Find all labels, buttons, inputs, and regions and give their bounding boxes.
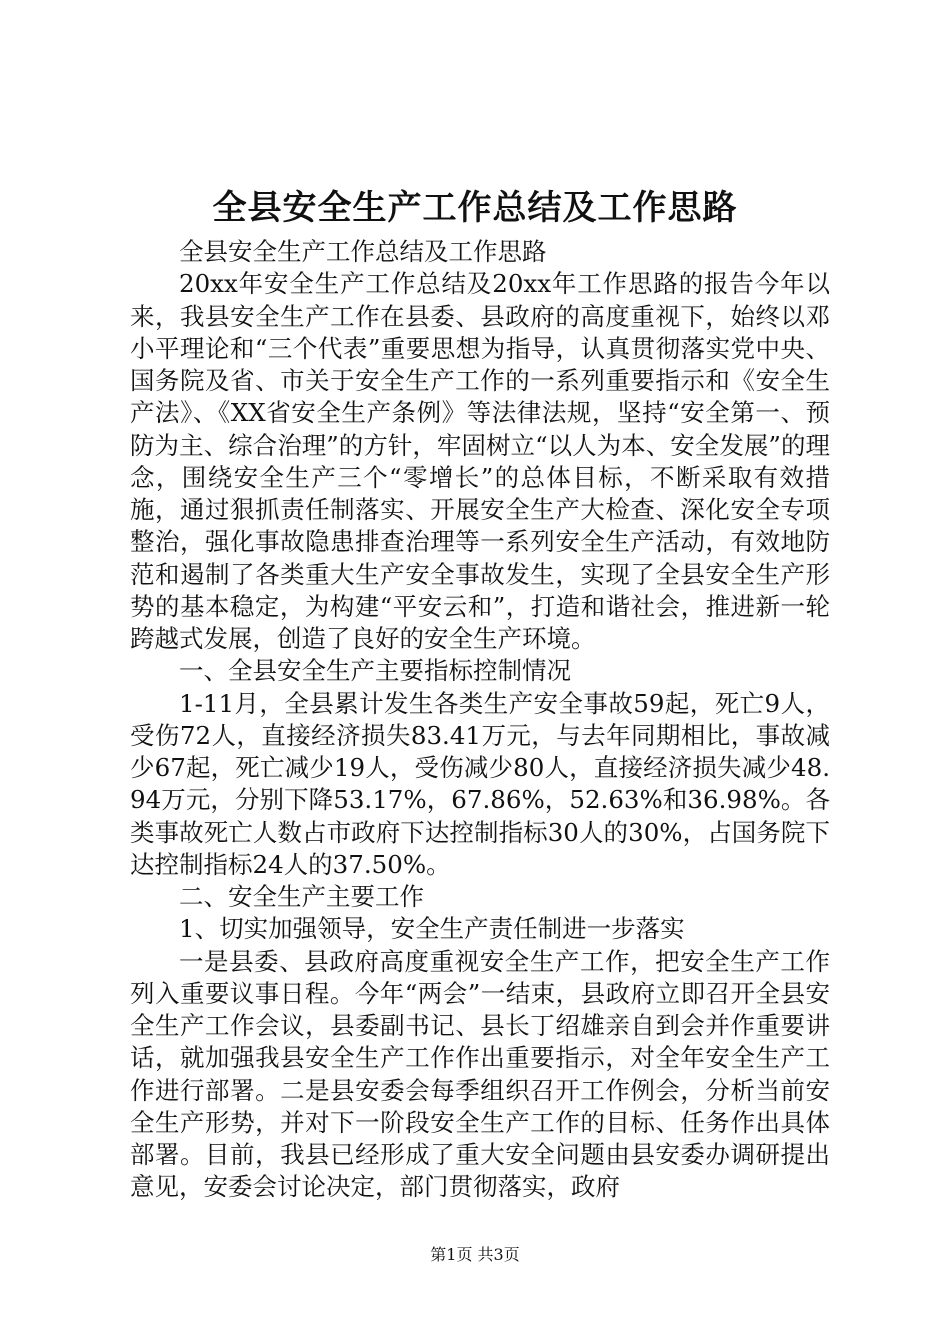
paragraph-statistics: 1-11月，全县累计发生各类生产安全事故59起，死亡9人，受伤72人，直接经济损失83.41万元，与去年同期相比，事故减少67起，死亡减少19人，受伤减少80人，直接经济损失减少48.94万元，分别下降53.17%，67.86%，52.63%和36.98%。各类事故死亡人数占市政府下达控制指标30人的30%，占国务院下达控制指标24人的37.50%。 <box>130 688 830 879</box>
paragraph-leadership: 一是县委、县政府高度重视安全生产工作，把安全生产工作列入重要议事日程。今年“两会”一结束，县政府立即召开全县安全生产工作会议，县委副书记、县长丁绍雄亲自到会并作重要讲话，就加强我县安全生产工作作出重要指示，对全年安全生产工作进行部署。二是县安委会每季组织召开工作例会，分析当前安全生产形势，并对下一阶段安全生产工作的目标、任务作出具体部署。目前，我县已经形成了重大安全问题由县安委办调研提出意见，安委会讨论决定，部门贯彻落实，政府 <box>130 946 830 1202</box>
subsection-heading-1: 1、切实加强领导，安全生产责任制进一步落实 <box>179 914 685 944</box>
paragraph-subtitle: 全县安全生产工作总结及工作思路 <box>179 237 547 266</box>
page-title: 全县安全生产工作总结及工作思路 <box>212 188 738 228</box>
document-body <box>130 236 830 1204</box>
page-footer: 第1页 共3页 <box>430 1245 520 1264</box>
paragraph-intro: 20xx年安全生产工作总结及20xx年工作思路的报告今年以来，我县安全生产工作在县委、县政府的高度重视下，始终以邓小平理论和“三个代表”重要思想为指导，认真贯彻落实党中央、国务院及省、市关于安全生产工作的一系列重要指示和《安全生产法》、《XX省安全生产条例》等法律法规，坚持“安全第一、预防为主、综合治理”的方针，牢固树立“以人为本、安全发展”的理念，围绕安全生产三个“零增长”的总体目标，不断采取有效措施，通过狠抓责任制落实、开展安全生产大检查、深化安全专项整治，强化事故隐患排查治理等一系列安全生产活动，有效地防范和遏制了各类重大生产安全事故发生，实现了全县安全生产形势的基本稳定，为构建“平安云和”，打造和谐社会，推进新一轮跨越式发展，创造了良好的安全生产环境。 <box>130 269 830 653</box>
section-heading-2: 二、安全生产主要工作 <box>179 882 424 911</box>
section-heading-1: 一、全县安全生产主要指标控制情况 <box>179 656 571 686</box>
